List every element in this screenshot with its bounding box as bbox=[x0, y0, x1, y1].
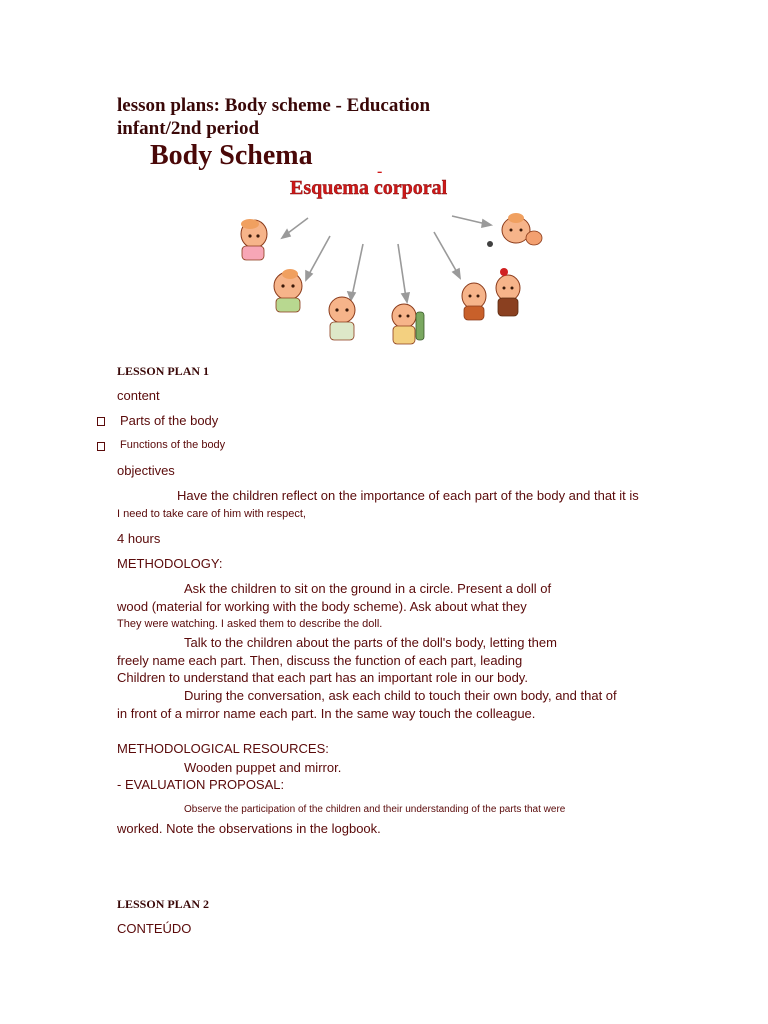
child-figure-6 bbox=[496, 268, 520, 316]
lesson-2-content-label: CONTEÚDO bbox=[117, 921, 192, 936]
methodology-line-5: freely name each part. Then, discuss the function of each part, leading bbox=[117, 653, 523, 668]
document-title-line1: lesson plans: Body scheme - Education bbox=[117, 95, 431, 116]
bullet-icon bbox=[97, 417, 105, 426]
arrow-5-head bbox=[453, 269, 460, 278]
child-figure-5 bbox=[462, 283, 486, 320]
content-label: content bbox=[117, 388, 160, 403]
methodology-line-3: They were watching. I asked them to describe the doll. bbox=[117, 618, 383, 630]
arrow-5 bbox=[434, 232, 458, 274]
child-figure-2 bbox=[274, 269, 302, 312]
evaluation-line-2: worked. Note the observations in the logbook. bbox=[117, 821, 381, 836]
child-figure-4 bbox=[392, 304, 424, 344]
lesson-plan-1-heading: LESSON PLAN 1 bbox=[117, 364, 210, 378]
objectives-label: objectives bbox=[117, 463, 175, 478]
arrow-4-head bbox=[402, 293, 409, 302]
bullet-icon bbox=[97, 442, 105, 451]
document-title-line2: infant/2nd period bbox=[117, 118, 260, 139]
content-item-2: Functions of the body bbox=[120, 439, 226, 451]
methodology-line-2: wood (material for working with the body scheme). Ask about what they bbox=[117, 599, 527, 614]
document-title bbox=[117, 94, 430, 140]
body-scheme-illustration bbox=[228, 168, 558, 353]
methodology-line-6: Children to understand that each part has an important role in our body. bbox=[117, 670, 528, 685]
objective-line-1: Have the children reflect on the importance of each part of the body and that it is bbox=[177, 488, 639, 503]
lesson-plan-2-heading: LESSON PLAN 2 bbox=[117, 897, 210, 911]
methodology-line-1: Ask the children to sit on the ground in a circle. Present a doll of bbox=[184, 581, 552, 596]
arrow-6 bbox=[452, 216, 486, 224]
objective-line-2: I need to take care of him with respect, bbox=[117, 508, 306, 520]
content-item-1: Parts of the body bbox=[120, 413, 219, 428]
figure-title: Body Schema bbox=[150, 140, 313, 171]
arrow-4 bbox=[398, 244, 406, 298]
methodology-line-4: Talk to the children about the parts of the doll's body, letting them bbox=[184, 635, 557, 650]
arrow-2-head bbox=[306, 271, 312, 280]
arrow-6-head bbox=[482, 220, 491, 227]
child-figure-7 bbox=[487, 213, 542, 247]
methodology-label: METHODOLOGY: bbox=[117, 556, 223, 571]
duration-text: 4 hours bbox=[117, 531, 161, 546]
methodology-line-7: During the conversation, ask each child to touch their own body, and that of bbox=[184, 688, 617, 703]
arrow-3 bbox=[352, 244, 363, 296]
figure-caption: Esquema corporal bbox=[290, 177, 448, 199]
arrow-1-head bbox=[282, 230, 290, 238]
evaluation-label: - EVALUATION PROPOSAL: bbox=[117, 777, 285, 792]
child-figure-3 bbox=[329, 297, 355, 340]
child-figure-1 bbox=[241, 219, 267, 260]
evaluation-line-1: Observe the participation of the children and their understanding of the parts that were bbox=[184, 804, 566, 815]
arrow-2 bbox=[308, 236, 330, 276]
arrows bbox=[282, 216, 491, 302]
figure-dash: - bbox=[377, 168, 383, 180]
methodology-line-8: in front of a mirror name each part. In the same way touch the colleague. bbox=[117, 706, 536, 721]
resources-label: METHODOLOGICAL RESOURCES: bbox=[117, 741, 329, 756]
resources-text: Wooden puppet and mirror. bbox=[184, 760, 342, 775]
